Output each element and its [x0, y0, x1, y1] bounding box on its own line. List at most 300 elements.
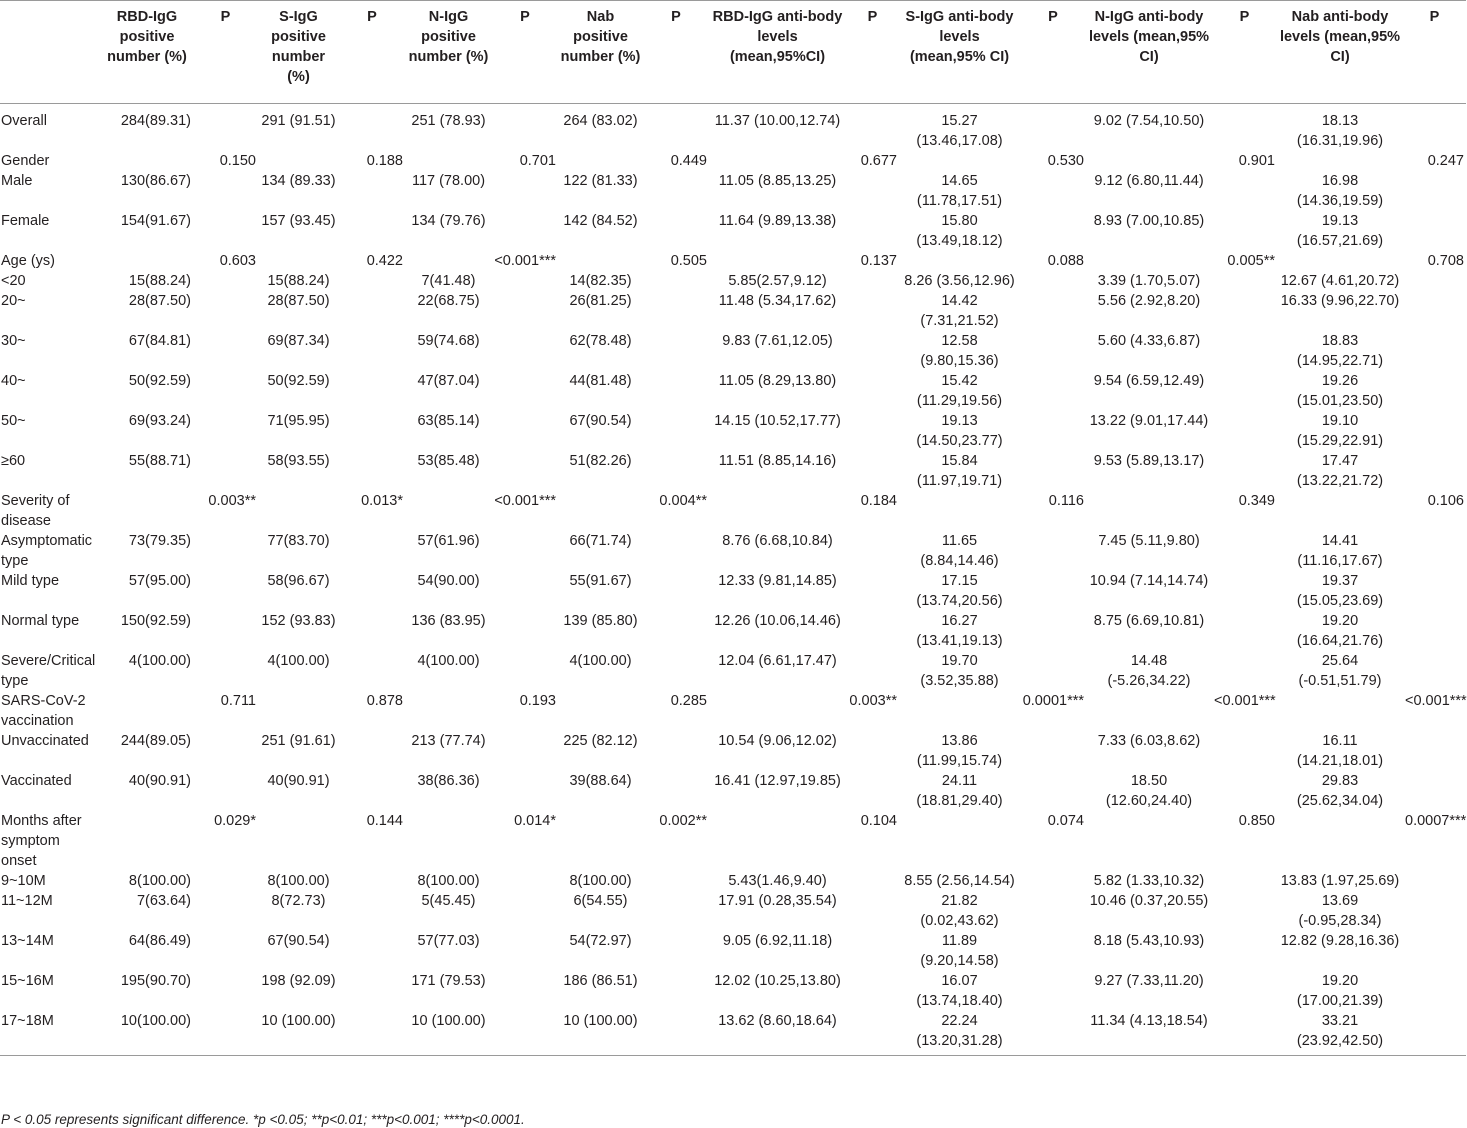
table-cell: 186 (86.51) — [563, 973, 638, 989]
p-value-cell — [339, 871, 405, 891]
p-value-cell — [1212, 451, 1277, 491]
table-row — [0, 871, 1466, 891]
p-value-cell — [1403, 651, 1466, 691]
p-value-cell: 0.349 — [1238, 493, 1275, 509]
p-value-cell — [643, 971, 709, 1011]
p-value-cell — [193, 871, 258, 891]
p-value-cell — [1020, 891, 1086, 931]
p-value-cell — [846, 531, 899, 571]
table-cell: 198 (92.09) — [261, 973, 336, 989]
table-cell: 4(100.00) — [128, 653, 191, 669]
table-cell: 13.86 (11.99,15.74) — [916, 733, 1003, 769]
table-cell: 29.83 (25.62,34.04) — [1296, 773, 1384, 809]
table-cell: 54(72.97) — [569, 933, 632, 949]
table-cell: 15(88.24) — [128, 273, 191, 289]
table-cell: 73(79.35) — [128, 533, 191, 549]
row-label: 20~ — [1, 293, 26, 309]
table-cell: 134 (79.76) — [411, 213, 486, 229]
table-cell: 4(100.00) — [417, 653, 480, 669]
table-cell: 14.41 (11.16,17.67) — [1297, 533, 1383, 569]
p-value-cell: 0.029* — [214, 813, 256, 829]
p-value-cell: 0.708 — [1427, 253, 1464, 269]
p-value-cell — [643, 291, 709, 331]
table-row — [0, 411, 1466, 451]
table-cell — [709, 811, 846, 871]
table-cell — [258, 491, 339, 531]
table-cell: 51(82.26) — [569, 453, 632, 469]
p-value-cell — [846, 931, 899, 971]
p-value-cell — [643, 891, 709, 931]
table-cell — [258, 691, 339, 731]
table-cell: 40(90.91) — [128, 773, 191, 789]
p-value-cell — [1020, 971, 1086, 1011]
header-cell: S-IgG anti-body levels (mean,95% CI) — [899, 1, 1020, 104]
row-label: 50~ — [1, 413, 26, 429]
table-cell: 14.65 (11.78,17.51) — [916, 173, 1003, 209]
p-value-cell — [339, 291, 405, 331]
p-value-cell — [1212, 971, 1277, 1011]
header-cell: P — [1020, 1, 1086, 104]
header-cell: P — [1403, 1, 1466, 104]
p-value-cell — [339, 371, 405, 411]
p-value-cell — [1212, 331, 1277, 371]
p-value-cell — [846, 104, 899, 152]
p-value-cell — [643, 271, 709, 291]
table-row — [0, 271, 1466, 291]
table-cell: 11.48 (5.34,17.62) — [718, 293, 837, 309]
p-value-cell — [1403, 531, 1466, 571]
p-value-cell — [1020, 931, 1086, 971]
table-cell: 17.15 (13.74,20.56) — [916, 573, 1003, 609]
table-cell: 10(100.00) — [101, 1011, 193, 1056]
table-cell: 15.27 (13.46,17.08) — [916, 113, 1003, 149]
table-row — [0, 691, 1466, 731]
row-label: Overall — [1, 113, 47, 129]
p-value-cell — [1020, 771, 1086, 811]
p-value-cell — [1403, 211, 1466, 251]
p-value-cell — [492, 1011, 558, 1056]
table-cell — [899, 251, 1020, 271]
p-value-cell — [339, 771, 405, 811]
table-cell: 22(68.75) — [417, 293, 480, 309]
p-value-cell — [1212, 931, 1277, 971]
row-label: Gender — [1, 153, 50, 169]
p-value-cell — [1403, 331, 1466, 371]
row-label: Asymptomatic type — [1, 533, 93, 569]
table-cell: 54(90.00) — [417, 573, 480, 589]
table-cell: 62(78.48) — [569, 333, 632, 349]
row-label: Female — [1, 213, 50, 229]
p-value-cell — [193, 331, 258, 371]
p-value-cell — [492, 571, 558, 611]
table-cell: 11.37 (10.00,12.74) — [714, 113, 841, 129]
table-cell: 136 (83.95) — [411, 613, 486, 629]
table-cell: 14.42 (7.31,21.52) — [920, 293, 999, 329]
p-value-cell: <0.001*** — [494, 493, 556, 509]
table-cell — [558, 691, 643, 731]
p-value-cell — [339, 651, 405, 691]
table-cell: 15.80 (13.49,18.12) — [916, 213, 1003, 249]
table-cell: 67(90.54) — [569, 413, 632, 429]
table-cell: 13.83 (1.97,25.69) — [1280, 873, 1400, 889]
p-value-cell — [1403, 291, 1466, 331]
table-cell: 13.62 (8.60,18.64) — [709, 1011, 846, 1056]
p-value-cell: 0.074 — [1047, 813, 1084, 829]
table-cell: 19.13 (14.50,23.77) — [916, 413, 1003, 449]
row-label: Mild type — [1, 573, 60, 589]
p-value-cell — [643, 331, 709, 371]
p-value-cell — [846, 611, 899, 651]
p-value-cell: 0.878 — [366, 693, 403, 709]
table-cell: 264 (83.02) — [563, 113, 638, 129]
table-cell: 66(71.74) — [569, 533, 632, 549]
table-cell: 17.47 (13.22,21.72) — [1296, 453, 1384, 489]
p-value-cell — [1212, 651, 1277, 691]
p-value-cell — [1212, 731, 1277, 771]
p-value-cell: 0.449 — [670, 153, 707, 169]
table-cell — [101, 691, 193, 731]
p-value-cell: 0.677 — [860, 153, 897, 169]
table-cell — [258, 251, 339, 271]
table-cell: 19.26 (15.01,23.50) — [1296, 373, 1384, 409]
table-cell — [1277, 691, 1403, 731]
p-value-cell — [1403, 104, 1466, 152]
table-cell: 15.84 (11.97,19.71) — [916, 453, 1003, 489]
p-value-cell — [193, 731, 258, 771]
table-cell: 195(90.70) — [120, 973, 191, 989]
table-cell: 152 (93.83) — [261, 613, 336, 629]
table-cell: 4(100.00) — [267, 653, 330, 669]
row-label: 13~14M — [1, 933, 54, 949]
row-label: Months after symptom onset — [1, 813, 82, 869]
table-cell: 9.54 (6.59,12.49) — [1093, 373, 1205, 389]
table-body — [0, 104, 1466, 1056]
table-cell — [1086, 251, 1212, 271]
p-value-cell: 0.014* — [514, 813, 556, 829]
p-value-cell — [193, 271, 258, 291]
p-value-cell — [492, 211, 558, 251]
p-value-cell — [1403, 871, 1466, 891]
p-value-cell: 0.711 — [220, 693, 256, 709]
p-value-cell — [1212, 371, 1277, 411]
table-cell: 10 (100.00) — [258, 1011, 339, 1056]
p-value-cell — [643, 411, 709, 451]
table-cell: 16.41 (12.97,19.85) — [714, 773, 841, 789]
p-value-cell: 0.150 — [219, 153, 256, 169]
p-value-cell: 0.005** — [1227, 253, 1275, 269]
table-cell: 5.43(1.46,9.40) — [728, 873, 827, 889]
table-cell: 5.82 (1.33,10.32) — [1093, 873, 1205, 889]
table-cell — [899, 491, 1020, 531]
table-cell — [405, 491, 492, 531]
row-label: Vaccinated — [1, 773, 72, 789]
table-cell: 64(86.49) — [128, 933, 191, 949]
table-row — [0, 891, 1466, 931]
p-value-cell — [492, 871, 558, 891]
table-row — [0, 771, 1466, 811]
p-value-cell — [193, 611, 258, 651]
row-label: Normal type — [1, 613, 80, 629]
table-cell: 5(45.45) — [421, 893, 476, 909]
header-cell: P — [339, 1, 405, 104]
header-cell: N-IgG anti-body levels (mean,95% CI) — [1086, 1, 1212, 104]
table-cell — [558, 811, 643, 871]
p-value-cell — [492, 291, 558, 331]
row-label: <20 — [1, 273, 26, 289]
p-value-cell — [1020, 211, 1086, 251]
table-cell: 157 (93.45) — [261, 213, 336, 229]
p-value-cell — [339, 611, 405, 651]
table-cell: 19.13 (16.57,21.69) — [1296, 213, 1384, 249]
table-cell: 57(77.03) — [417, 933, 480, 949]
table-cell: 47(87.04) — [417, 373, 480, 389]
p-value-cell: <0.001*** — [494, 253, 556, 269]
p-value-cell — [1212, 771, 1277, 811]
p-value-cell — [1403, 771, 1466, 811]
p-value-cell — [846, 891, 899, 931]
row-label: Severe/Critical type — [1, 653, 96, 689]
table-cell: 12.02 (10.25,13.80) — [714, 973, 841, 989]
table-cell — [899, 811, 1020, 871]
p-value-cell — [643, 211, 709, 251]
p-value-cell — [846, 411, 899, 451]
p-value-cell — [1212, 104, 1277, 152]
table-cell — [1086, 491, 1212, 531]
table-cell: 7.33 (6.03,8.62) — [1097, 733, 1201, 749]
table-cell — [1086, 811, 1212, 871]
p-value-cell: 0.188 — [366, 153, 403, 169]
p-value-cell — [193, 171, 258, 211]
p-value-cell — [193, 651, 258, 691]
p-value-cell — [643, 451, 709, 491]
table-cell: 14(82.35) — [569, 273, 632, 289]
p-value-cell — [643, 171, 709, 211]
table-cell — [1086, 151, 1212, 171]
table-cell — [1086, 691, 1212, 731]
p-value-cell — [1020, 1011, 1086, 1056]
table-cell — [709, 251, 846, 271]
table-footnote: P < 0.05 represents significant difference. *p <0.05; **p<0.01; ***p<0.001; ****p<0.0001. — [1, 1112, 525, 1127]
header-cell: N-IgG positive number (%) — [405, 1, 492, 104]
row-label: Unvaccinated — [1, 733, 89, 749]
table-cell: 9.05 (6.92,11.18) — [722, 933, 833, 949]
p-value-cell — [339, 531, 405, 571]
table-cell: 8(100.00) — [569, 873, 632, 889]
table-cell — [709, 151, 846, 171]
p-value-cell — [1020, 291, 1086, 331]
table-cell: 50(92.59) — [267, 373, 330, 389]
p-value-cell: 0.422 — [366, 253, 403, 269]
p-value-cell: 0.144 — [366, 813, 403, 829]
p-value-cell — [1020, 104, 1086, 152]
p-value-cell: 0.106 — [1427, 493, 1464, 509]
table-cell: 19.20 (16.64,21.76) — [1296, 613, 1384, 649]
p-value-cell: 0.004** — [659, 493, 707, 509]
p-value-cell — [492, 611, 558, 651]
p-value-cell — [846, 871, 899, 891]
p-value-cell — [643, 651, 709, 691]
p-value-cell — [1212, 271, 1277, 291]
table-cell: 16.07 (13.74,18.40) — [916, 973, 1003, 1009]
p-value-cell — [193, 931, 258, 971]
table-cell: 12.58 (9.80,15.36) — [920, 333, 999, 369]
p-value-cell — [1020, 451, 1086, 491]
table-cell: 16.33 (9.96,22.70) — [1280, 293, 1400, 309]
table-cell: 12.82 (9.28,16.36) — [1280, 933, 1400, 949]
table-cell: 10.46 (0.37,20.55) — [1089, 893, 1209, 909]
table-cell: 18.83 (14.95,22.71) — [1296, 333, 1384, 369]
p-value-cell — [1403, 571, 1466, 611]
row-label: 15~16M — [1, 973, 54, 989]
table-row — [0, 211, 1466, 251]
p-value-cell — [643, 771, 709, 811]
table-cell: 14.15 (10.52,17.77) — [714, 413, 841, 429]
row-label: ≥60 — [1, 453, 26, 469]
table-cell: 6(54.55) — [573, 893, 628, 909]
p-value-cell — [1020, 871, 1086, 891]
table-cell — [405, 151, 492, 171]
table-cell: 15.42 (11.29,19.56) — [916, 373, 1003, 409]
table-cell: 8.93 (7.00,10.85) — [1093, 213, 1205, 229]
header-cell: P — [1212, 1, 1277, 104]
table-cell: 71(95.95) — [267, 413, 330, 429]
p-value-cell — [1020, 331, 1086, 371]
table-cell: 33.21 (23.92,42.50) — [1277, 1011, 1403, 1056]
p-value-cell — [1020, 731, 1086, 771]
table-cell: 251 (91.61) — [261, 733, 336, 749]
table-row — [0, 571, 1466, 611]
table-cell — [1277, 151, 1403, 171]
table-cell: 40(90.91) — [267, 773, 330, 789]
p-value-cell — [846, 371, 899, 411]
p-value-cell — [492, 771, 558, 811]
p-value-cell — [846, 571, 899, 611]
table-cell: 139 (85.80) — [563, 613, 638, 629]
row-label: 11~12M — [1, 893, 53, 909]
table-cell — [899, 151, 1020, 171]
header-cell: RBD-IgG positive number (%) — [101, 1, 193, 104]
p-value-cell — [1403, 171, 1466, 211]
table-cell: 55(91.67) — [569, 573, 632, 589]
table-cell: 5.85(2.57,9.12) — [728, 273, 827, 289]
table-cell: 13.69 (-0.95,28.34) — [1298, 893, 1382, 929]
table-row — [0, 171, 1466, 211]
p-value-cell — [1020, 651, 1086, 691]
header-cell: Nab positive number (%) — [558, 1, 643, 104]
p-value-cell: 0.137 — [860, 253, 897, 269]
p-value-cell — [193, 411, 258, 451]
table-cell: 9.53 (5.89,13.17) — [1093, 453, 1205, 469]
p-value-cell: 0.104 — [860, 813, 897, 829]
p-value-cell: 0.505 — [670, 253, 707, 269]
table-cell: 8(72.73) — [271, 893, 326, 909]
table-cell: 57(95.00) — [128, 573, 191, 589]
p-value-cell — [1212, 411, 1277, 451]
table-cell: 11.51 (8.85,14.16) — [718, 453, 837, 469]
table-row — [0, 611, 1466, 651]
p-value-cell — [1212, 611, 1277, 651]
table-cell: 67(84.81) — [128, 333, 191, 349]
table-cell: 9.27 (7.33,11.20) — [1094, 973, 1204, 989]
p-value-cell — [492, 651, 558, 691]
p-value-cell — [492, 104, 558, 152]
table-cell: 11.05 (8.29,13.80) — [718, 373, 837, 389]
table-cell — [101, 151, 193, 171]
table-cell — [709, 691, 846, 731]
p-value-cell: 0.088 — [1047, 253, 1084, 269]
table-cell: 12.67 (4.61,20.72) — [1280, 273, 1400, 289]
table-cell: 11.64 (9.89,13.38) — [718, 213, 837, 229]
table-cell: 21.82 (0.02,43.62) — [920, 893, 999, 929]
p-value-cell — [193, 571, 258, 611]
table-row — [0, 104, 1466, 152]
p-value-cell — [339, 271, 405, 291]
p-value-cell — [846, 1011, 899, 1056]
p-value-cell — [492, 331, 558, 371]
table-cell: 53(85.48) — [417, 453, 480, 469]
table-cell: 24.11 (18.81,29.40) — [916, 773, 1003, 809]
table-cell: 9.02 (7.54,10.50) — [1093, 113, 1205, 129]
table-cell: 63(85.14) — [417, 413, 480, 429]
p-value-cell — [846, 291, 899, 331]
p-value-cell — [193, 104, 258, 152]
p-value-cell — [1212, 531, 1277, 571]
p-value-cell — [1403, 611, 1466, 651]
row-label: 9~10M — [1, 873, 46, 889]
p-value-cell — [1403, 731, 1466, 771]
table-cell: 19.20 (17.00,21.39) — [1296, 973, 1384, 1009]
p-value-cell — [1403, 371, 1466, 411]
p-value-cell — [193, 971, 258, 1011]
table-cell — [558, 251, 643, 271]
table-row — [0, 651, 1466, 691]
table-cell: 8.75 (6.69,10.81) — [1093, 613, 1205, 629]
table-cell — [258, 811, 339, 871]
table-cell: 28(87.50) — [267, 293, 330, 309]
table-cell: 11.05 (8.85,13.25) — [718, 173, 837, 189]
table-cell: 117 (78.00) — [411, 173, 486, 189]
p-value-cell: 0.247 — [1427, 153, 1464, 169]
table-row — [0, 371, 1466, 411]
p-value-cell — [846, 771, 899, 811]
table-cell — [1277, 251, 1403, 271]
table-cell — [1277, 811, 1403, 871]
p-value-cell — [846, 171, 899, 211]
p-value-cell: 0.184 — [860, 493, 897, 509]
p-value-cell — [492, 171, 558, 211]
table-cell: 284(89.31) — [120, 113, 191, 129]
p-value-cell — [339, 571, 405, 611]
p-value-cell — [1212, 1011, 1277, 1056]
p-value-cell — [846, 731, 899, 771]
table-cell: 13.22 (9.01,17.44) — [1089, 413, 1209, 429]
p-value-cell — [846, 451, 899, 491]
table-cell: 3.39 (1.70,5.07) — [1097, 273, 1201, 289]
table-row — [0, 451, 1466, 491]
p-value-cell — [1212, 171, 1277, 211]
table-cell: 22.24 (13.20,31.28) — [899, 1011, 1020, 1056]
p-value-cell — [492, 451, 558, 491]
row-label: SARS-CoV-2 vaccination — [1, 693, 86, 729]
p-value-cell: 0.530 — [1047, 153, 1084, 169]
p-value-cell — [1403, 1011, 1466, 1056]
row-label: 17~18M — [0, 1011, 101, 1056]
p-value-cell: 0.116 — [1048, 493, 1084, 509]
p-value-cell — [1212, 291, 1277, 331]
table-cell: 19.70 (3.52,35.88) — [920, 653, 999, 689]
p-value-cell — [643, 611, 709, 651]
row-label: 30~ — [1, 333, 26, 349]
